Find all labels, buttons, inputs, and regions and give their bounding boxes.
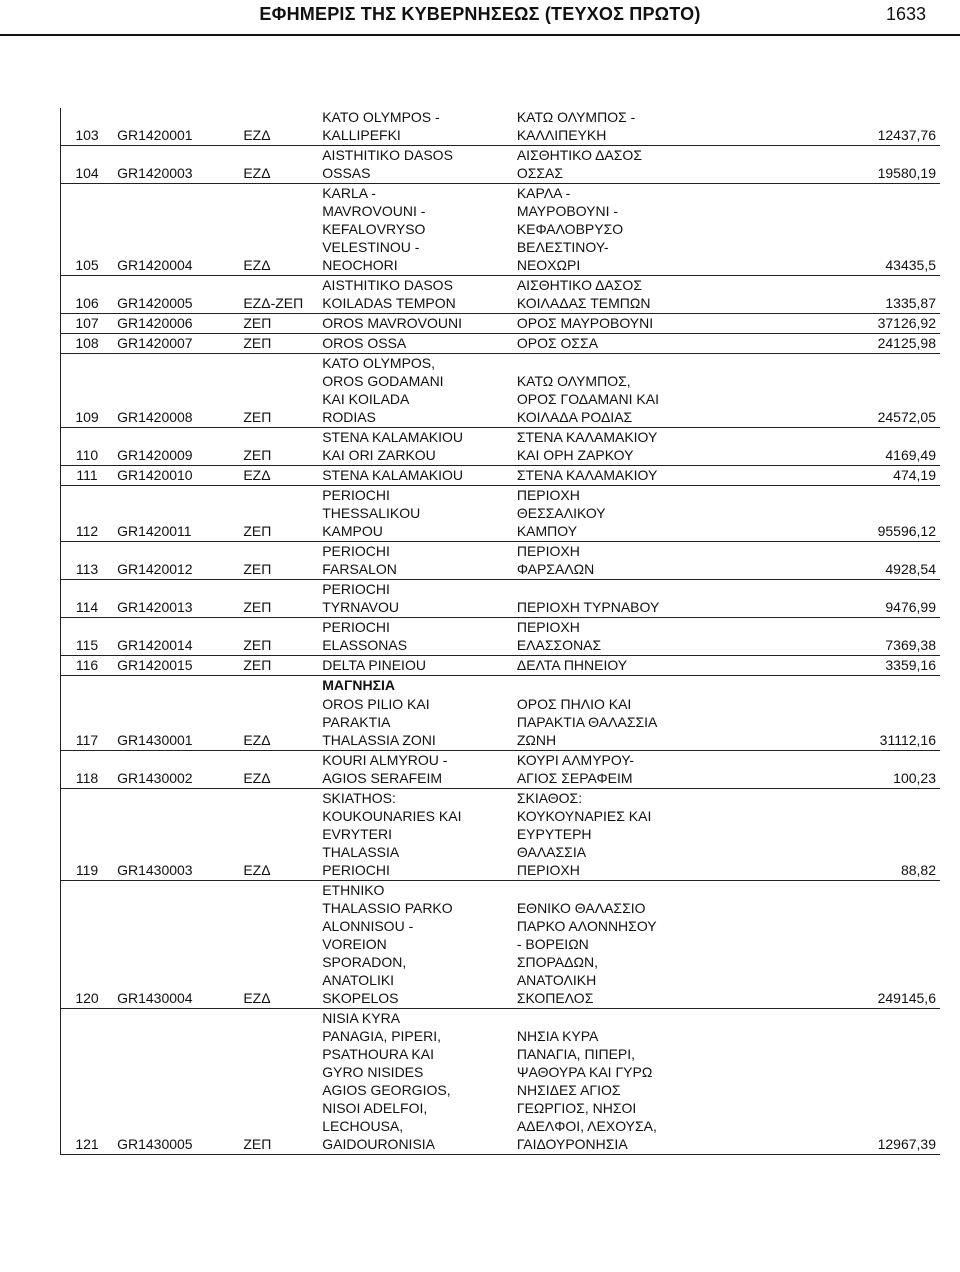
site-name-greek (513, 108, 771, 146)
site-name-latin-line: KATO OLYMPOS, (322, 355, 436, 371)
site-type: ΖΕΠ (239, 542, 318, 580)
row-number: 119 (61, 789, 114, 881)
site-name-latin (318, 354, 513, 428)
site-name-latin (318, 184, 513, 276)
site-name-latin-line: STENA KALAMAKIOU (322, 467, 464, 483)
table-row (61, 276, 941, 314)
site-name-latin (318, 789, 513, 881)
table-row (61, 695, 941, 751)
site-name-greek-line: ΝΗΣΙΔΕΣ ΑΓΙΟΣ (516, 1082, 621, 1098)
site-name-latin (318, 466, 513, 486)
site-name-latin (318, 542, 513, 580)
site-name-greek-line: ΑΓΙΟΣ ΣΕΡΑΦΕΙΜ (516, 770, 633, 786)
site-name-greek (513, 184, 771, 276)
site-name-latin-line: NISOI ADELFOI, (322, 1100, 428, 1116)
site-name-greek-line: ΑΙΣΘΗΤΙΚΟ ΔΑΣΟΣ (516, 147, 642, 163)
row-number: 121 (61, 1009, 114, 1155)
site-type: ΕΖΔ (239, 751, 318, 789)
site-name-greek (513, 789, 771, 881)
site-name-latin-line: PANAGIA, PIPERI, (322, 1028, 441, 1044)
site-name-latin (318, 1009, 513, 1155)
site-code: GR1430004 (113, 881, 239, 1009)
site-type: ΕΖΔ (239, 695, 318, 751)
site-area: 3359,16 (771, 656, 940, 676)
site-name-latin (318, 751, 513, 789)
site-name-latin-line: KARLA - (322, 185, 376, 201)
site-name-greek-line: ΓΕΩΡΓΙΟΣ, ΝΗΣΟΙ (516, 1100, 637, 1116)
site-name-greek-line: ΟΡΟΣ ΓΟΔΑΜΑΝΙ ΚΑΙ (516, 391, 659, 407)
site-code: GR1420012 (113, 542, 239, 580)
site-type: ΕΖΔ (239, 881, 318, 1009)
site-code: GR1430002 (113, 751, 239, 789)
site-name-latin-line: STENA KALAMAKIOU (322, 429, 464, 445)
table-row (61, 146, 941, 184)
site-name-latin-line: PERIOCHI (322, 581, 390, 597)
site-name-latin-line: PARAKTIA (322, 714, 391, 730)
site-code: GR1420014 (113, 618, 239, 656)
site-area: 7369,38 (771, 618, 940, 656)
site-area: 43435,5 (771, 184, 940, 276)
site-area: 4928,54 (771, 542, 940, 580)
site-name-latin-line: AGIOS GEORGIOS, (322, 1082, 451, 1098)
site-name-latin-line: OROS OSSA (322, 335, 407, 351)
table-row (61, 881, 941, 1009)
site-name-latin (318, 486, 513, 542)
site-name-latin-line: KATO OLYMPOS - (322, 109, 440, 125)
site-name-greek-line: ΚΟΥΡΙ ΑΛΜΥΡΟΥ- (516, 752, 635, 768)
site-name-greek (513, 428, 771, 466)
row-number: 110 (61, 428, 114, 466)
site-code: GR1420007 (113, 334, 239, 354)
site-name-greek (513, 146, 771, 184)
site-area: 4169,49 (771, 428, 940, 466)
site-code: GR1420006 (113, 314, 239, 334)
table-row (61, 751, 941, 789)
site-area: 249145,6 (771, 881, 940, 1009)
site-name-greek-line: ΘΑΛΑΣΣΙΑ (516, 844, 587, 860)
site-name-greek-line: ΓΑΙΔΟΥΡΟΝΗΣΙΑ (516, 1136, 628, 1152)
site-name-latin-line: KOUKOUNARIES KAI (322, 808, 462, 824)
site-name-latin (318, 108, 513, 146)
site-name-greek-line: ΨΑΘΟΥΡΑ ΚΑΙ ΓΥΡΩ (516, 1064, 653, 1080)
site-name-greek-line: ΑΝΑΤΟΛΙΚΗ (516, 972, 597, 988)
site-name-greek-line: ΘΕΣΣΑΛΙΚΟΥ (516, 505, 606, 521)
site-name-latin (318, 276, 513, 314)
row-number: 112 (61, 486, 114, 542)
site-name-latin-line: SPORADON, (322, 954, 407, 970)
site-type: ΕΖΔ (239, 108, 318, 146)
gazette-title: ΕΦΗΜΕΡΙΣ ΤΗΣ ΚΥΒΕΡΝΗΣΕΩΣ (ΤΕΥΧΟΣ ΠΡΩΤΟ) (259, 4, 701, 24)
row-number: 107 (61, 314, 114, 334)
site-name-greek-line: ΜΑΥΡΟΒΟΥΝΙ - (516, 203, 619, 219)
row-number: 116 (61, 656, 114, 676)
site-name-latin-line: OSSAS (322, 165, 371, 181)
table-row (61, 618, 941, 656)
site-type: ΕΖΔ (239, 146, 318, 184)
site-area: 100,23 (771, 751, 940, 789)
site-name-greek-line: ΠΑΝΑΓΙΑ, ΠΙΠΕΡΙ, (516, 1046, 636, 1062)
site-type: ΖΕΠ (239, 428, 318, 466)
row-number: 103 (61, 108, 114, 146)
site-type: ΖΕΠ (239, 334, 318, 354)
site-name-greek (513, 276, 771, 314)
site-name-greek-line: ΑΔΕΛΦΟΙ, ΛΕΧΟΥΣΑ, (516, 1118, 657, 1134)
site-name-greek-line: ΚΟΥΚΟΥΝΑΡΙΕΣ ΚΑΙ (516, 808, 652, 824)
site-name-latin (318, 695, 513, 751)
site-name-greek (513, 466, 771, 486)
site-code: GR1430005 (113, 1009, 239, 1155)
site-name-latin-line: EVRYTERI (322, 826, 392, 842)
site-name-latin-line: KAMPOU (322, 523, 383, 539)
site-name-greek-line: ΟΣΣΑΣ (516, 165, 564, 181)
site-name-latin-line: ELASSONAS (322, 637, 408, 653)
site-name-latin (318, 314, 513, 334)
row-number: 109 (61, 354, 114, 428)
row-number: 117 (61, 695, 114, 751)
table-row (61, 354, 941, 428)
site-code: GR1420005 (113, 276, 239, 314)
site-name-greek (513, 656, 771, 676)
site-name-latin-line: SKOPELOS (322, 990, 399, 1006)
site-type: ΖΕΠ (239, 580, 318, 618)
table-row (61, 314, 941, 334)
site-name-greek (513, 1009, 771, 1155)
table-row (61, 656, 941, 676)
site-type: ΖΕΠ (239, 486, 318, 542)
site-name-greek-line: - ΒΟΡΕΙΩΝ (516, 936, 589, 952)
row-number: 106 (61, 276, 114, 314)
site-name-greek (513, 618, 771, 656)
site-name-greek-line: ΚΑΤΩ ΟΛΥΜΠΟΣ - (516, 109, 636, 125)
site-name-greek-line: ΠΕΡΙΟΧΗ (516, 619, 580, 635)
table-row (61, 789, 941, 881)
site-area: 19580,19 (771, 146, 940, 184)
site-name-latin-line: PERIOCHI (322, 487, 390, 503)
table-row (61, 486, 941, 542)
site-name-latin-line: TYRNAVOU (322, 599, 399, 615)
site-name-latin-line: AISTHITIKO DASOS (322, 147, 453, 163)
site-name-latin-line: KOILADAS TEMPON (322, 295, 456, 311)
table-row (61, 580, 941, 618)
site-type: ΖΕΠ (239, 656, 318, 676)
site-code: GR1420011 (113, 486, 239, 542)
site-name-latin-line: OROS MAVROVOUNI (322, 315, 462, 331)
row-number: 111 (61, 466, 114, 486)
site-name-greek-line: ΚΟΙΛΑΔΑ ΡΟΔΙΑΣ (516, 409, 633, 425)
site-area: 37126,92 (771, 314, 940, 334)
site-name-greek (513, 542, 771, 580)
site-code: GR1430001 (113, 695, 239, 751)
site-code: GR1420008 (113, 354, 239, 428)
site-name-latin-line: ALONNISOU - (322, 918, 414, 934)
site-name-greek-line: ΚΑΙ ΟΡΗ ΖΑΡΚΟΥ (516, 447, 634, 463)
site-name-greek-line: ΠΑΡΑΚΤΙΑ ΘΑΛΑΣΣΙΑ (516, 714, 658, 730)
site-code: GR1420009 (113, 428, 239, 466)
site-name-greek-line: ΚΟΙΛΑΔΑΣ ΤΕΜΠΩΝ (516, 295, 651, 311)
site-name-greek-line: ΣΚΟΠΕΛΟΣ (516, 990, 594, 1006)
site-name-latin-line: THESSALIKOU (322, 505, 421, 521)
row-number: 120 (61, 881, 114, 1009)
site-type: ΖΕΠ (239, 1009, 318, 1155)
table-row (61, 184, 941, 276)
site-code: GR1420010 (113, 466, 239, 486)
site-name-greek (513, 486, 771, 542)
site-name-greek-line: ΚΑΡΛΑ - (516, 185, 571, 201)
site-name-greek-line: ΒΕΛΕΣΤΙΝΟΥ- (516, 239, 609, 255)
site-name-latin-line: KALLIPEFKI (322, 127, 401, 143)
site-name-greek (513, 314, 771, 334)
site-name-latin-line: PERIOCHI (322, 862, 390, 878)
table-row (61, 334, 941, 354)
site-name-greek-line: ΚΑΤΩ ΟΛΥΜΠΟΣ, (516, 373, 631, 389)
site-name-latin-line: SKIATHOS: (322, 790, 396, 806)
site-code: GR1420001 (113, 108, 239, 146)
site-type: ΖΕΠ (239, 354, 318, 428)
site-name-greek-line: ΔΕΛΤΑ ΠΗΝΕΙΟΥ (516, 657, 628, 673)
site-name-latin-line: ETHNIKO (322, 882, 385, 898)
site-name-greek-line: ΚΑΜΠΟΥ (516, 523, 578, 539)
table-body-magnesia (61, 695, 941, 1155)
site-name-latin (318, 428, 513, 466)
site-name-greek-line: ΣΤΕΝΑ ΚΑΛΑΜΑΚΙΟΥ (516, 467, 658, 483)
site-name-latin-line: FARSALON (322, 561, 397, 577)
table-row (61, 542, 941, 580)
row-number: 108 (61, 334, 114, 354)
site-name-greek-line: ΟΡΟΣ ΟΣΣΑ (516, 335, 599, 351)
site-name-latin-line: RODIAS (322, 409, 376, 425)
site-type: ΕΖΔ-ΖΕΠ (239, 276, 318, 314)
site-name-greek-line: ΠΕΡΙΟΧΗ ΤΥΡΝΑΒΟΥ (516, 599, 660, 615)
site-name-latin-line: PERIOCHI (322, 543, 390, 559)
site-name-latin (318, 618, 513, 656)
site-name-greek-line: ΕΥΡΥΤΕΡΗ (516, 826, 592, 842)
site-name-latin-line: NEOCHORI (322, 257, 398, 273)
site-name-greek-line: ΟΡΟΣ ΜΑΥΡΟΒΟΥΝΙ (516, 315, 654, 331)
site-name-greek-line: ΣΚΙΑΘΟΣ: (516, 790, 583, 806)
site-code: GR1420015 (113, 656, 239, 676)
site-name-latin (318, 146, 513, 184)
site-name-greek-line: ΦΑΡΣΑΛΩΝ (516, 561, 595, 577)
table-row (61, 1009, 941, 1155)
site-area: 474,19 (771, 466, 940, 486)
site-name-latin-line: GYRO NISIDES (322, 1064, 424, 1080)
site-name-greek-line: ΕΛΑΣΣΟΝΑΣ (516, 637, 602, 653)
site-name-greek-line: ΖΩΝΗ (516, 732, 557, 748)
site-name-latin (318, 881, 513, 1009)
site-name-greek-line: ΣΠΟΡΑΔΩΝ, (516, 954, 598, 970)
site-code: GR1420004 (113, 184, 239, 276)
site-name-latin-line: KEFALOVRYSO (322, 221, 426, 237)
site-name-greek (513, 751, 771, 789)
table-row (61, 108, 941, 146)
table-body-thessaly (61, 108, 941, 676)
table-row (61, 428, 941, 466)
site-name-greek-line: ΝΕΟΧΩΡΙ (516, 257, 581, 273)
site-name-latin-line: PERIOCHI (322, 619, 390, 635)
site-name-latin-line: KOURI ALMYROU - (322, 752, 448, 768)
site-type: ΖΕΠ (239, 618, 318, 656)
site-name-greek (513, 334, 771, 354)
row-number: 105 (61, 184, 114, 276)
site-name-greek-line: ΚΑΛΛΙΠΕΥΚΗ (516, 127, 607, 143)
site-name-latin (318, 656, 513, 676)
site-name-greek (513, 881, 771, 1009)
site-area: 95596,12 (771, 486, 940, 542)
site-type: ΕΖΔ (239, 466, 318, 486)
site-area: 12437,76 (771, 108, 940, 146)
site-area: 1335,87 (771, 276, 940, 314)
site-name-latin-line: GAIDOURONISIA (322, 1136, 436, 1152)
site-code: GR1420003 (113, 146, 239, 184)
site-name-greek-line: ΝΗΣΙΑ ΚΥΡΑ (516, 1028, 599, 1044)
row-number: 115 (61, 618, 114, 656)
site-name-latin-line: AGIOS SERAFEIM (322, 770, 443, 786)
natura-sites-table (60, 108, 940, 1155)
row-number: 118 (61, 751, 114, 789)
site-name-greek-line: ΠΕΡΙΟΧΗ (516, 543, 580, 559)
site-name-greek (513, 354, 771, 428)
row-number: 104 (61, 146, 114, 184)
page-header (0, 0, 960, 36)
site-name-latin (318, 334, 513, 354)
site-name-greek-line: ΟΡΟΣ ΠΗΛΙΟ ΚΑΙ (516, 696, 632, 712)
site-name-latin-line: KAI KOILADA (322, 391, 410, 407)
site-type: ΖΕΠ (239, 314, 318, 334)
section-row (61, 676, 941, 696)
site-area: 24572,05 (771, 354, 940, 428)
site-area: 24125,98 (771, 334, 940, 354)
site-type: ΕΖΔ (239, 184, 318, 276)
site-name-latin-line: LECHOUSA, (322, 1118, 404, 1134)
site-name-latin-line: ANATOLIKI (322, 972, 395, 988)
site-name-latin-line: KAI ORI ZARKOU (322, 447, 436, 463)
row-number: 114 (61, 580, 114, 618)
site-code: GR1430003 (113, 789, 239, 881)
site-area: 31112,16 (771, 695, 940, 751)
site-name-greek-line: ΕΘΝΙΚΟ ΘΑΛΑΣΣΙΟ (516, 900, 646, 916)
section-row-magnesia (61, 676, 941, 696)
site-name-greek-line: ΠΕΡΙΟΧΗ (516, 487, 580, 503)
site-name-greek-line: ΚΕΦΑΛΟΒΡΥΣΟ (516, 221, 624, 237)
site-name-latin-line: VOREION (322, 936, 387, 952)
site-name-greek (513, 580, 771, 618)
site-name-latin-line: OROS PILIO KAI (322, 696, 430, 712)
site-name-latin-line: DELTA PINEIOU (322, 657, 426, 673)
site-name-latin-line: THALASSIA (322, 844, 400, 860)
site-area: 9476,99 (771, 580, 940, 618)
site-area: 12967,39 (771, 1009, 940, 1155)
site-name-latin-line: AISTHITIKO DASOS (322, 277, 453, 293)
site-name-latin-line: THALASSIO PARKO (322, 900, 453, 916)
page-number: 1633 (885, 4, 926, 24)
site-name-latin-line: OROS GODAMANI (322, 373, 444, 389)
site-code: GR1420013 (113, 580, 239, 618)
site-name-greek-line: ΑΙΣΘΗΤΙΚΟ ΔΑΣΟΣ (516, 277, 642, 293)
table-row (61, 466, 941, 486)
site-name-greek-line: ΠΕΡΙΟΧΗ (516, 862, 580, 878)
site-name-latin-line: NISIA KYRA (322, 1010, 401, 1026)
site-name-latin-line: THALASSIA ZONI (322, 732, 436, 748)
site-type: ΕΖΔ (239, 789, 318, 881)
site-name-greek-line: ΠΑΡΚΟ ΑΛΟΝΝΗΣΟΥ (516, 918, 657, 934)
site-name-latin-line: PSATHOURA KAI (322, 1046, 434, 1062)
row-number: 113 (61, 542, 114, 580)
section-heading: ΜΑΓΝΗΣΙΑ (322, 677, 396, 693)
site-area: 88,82 (771, 789, 940, 881)
site-name-latin-line: VELESTINOU - (322, 239, 420, 255)
site-name-latin (318, 580, 513, 618)
site-name-greek-line: ΣΤΕΝΑ ΚΑΛΑΜΑΚΙΟΥ (516, 429, 658, 445)
site-name-latin-line: MAVROVOUNI - (322, 203, 426, 219)
site-name-greek (513, 695, 771, 751)
